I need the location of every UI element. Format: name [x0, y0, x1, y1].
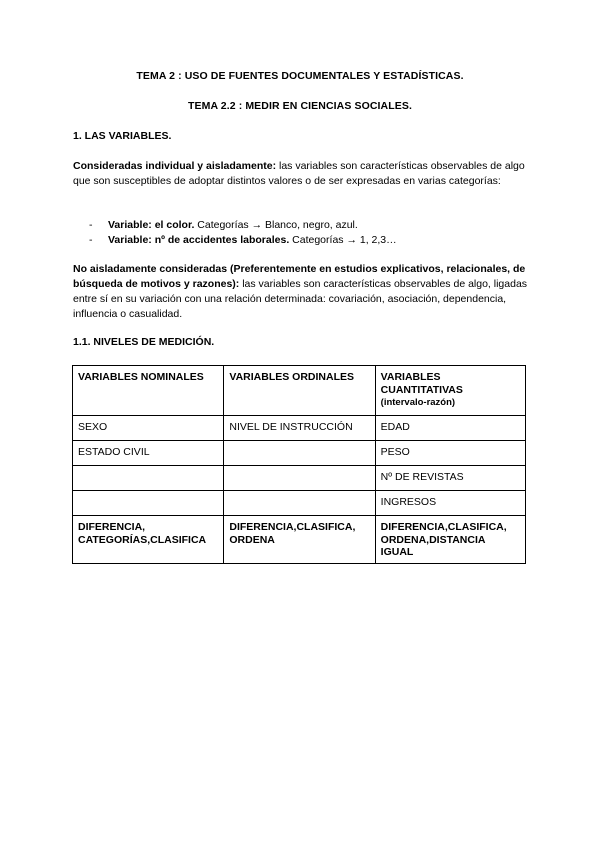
- header-quantitative-label: VARIABLES CUANTITATIVAS: [380, 371, 463, 396]
- table-footer-row: [73, 516, 526, 564]
- bullet-text: Categorías → 1, 2,3…: [289, 234, 397, 246]
- measurement-levels-table: [72, 365, 526, 564]
- footer-nominal: DIFERENCIA, CATEGORÍAS,CLASIFICA: [73, 516, 224, 564]
- bullet-dash: -: [89, 234, 93, 246]
- table-cell: Nº DE REVISTAS: [375, 466, 525, 491]
- footer-ordinal: DIFERENCIA,CLASIFICA, ORDENA: [224, 516, 375, 564]
- document-subtitle: TEMA 2.2 : MEDIR EN CIENCIAS SOCIALES.: [188, 100, 412, 112]
- paragraph-related-variables: [73, 262, 533, 322]
- bullet-dash: -: [89, 219, 93, 231]
- header-nominal: VARIABLES NOMINALES: [73, 366, 224, 416]
- table-cell: [224, 466, 375, 491]
- paragraph-lead-bold: Consideradas individual y aisladamente:: [73, 160, 277, 172]
- table-cell: SEXO: [73, 416, 224, 441]
- section-heading-variables: 1. LAS VARIABLES.: [73, 130, 172, 142]
- header-quantitative-sub: (intervalo-razón): [380, 397, 456, 408]
- bullet-text: Categorías → Blanco, negro, azul.: [194, 219, 358, 231]
- header-quantitative: [375, 366, 525, 416]
- table-row: [73, 441, 526, 466]
- bullet-bold: Variable: el color.: [108, 219, 195, 231]
- table-row: [73, 466, 526, 491]
- table-row: [73, 491, 526, 516]
- bullet-bold: Variable: nº de accidentes laborales.: [108, 234, 290, 246]
- table-row: [73, 416, 526, 441]
- paragraph-individual-variables: [73, 159, 533, 189]
- table-cell: ESTADO CIVIL: [73, 441, 224, 466]
- table-cell: [224, 441, 375, 466]
- footer-quantitative: DIFERENCIA,CLASIFICA, ORDENA,DISTANCIA IGUAL: [375, 516, 525, 564]
- table-cell: PESO: [375, 441, 525, 466]
- table-cell: INGRESOS: [375, 491, 525, 516]
- table-cell: [224, 491, 375, 516]
- table-cell: [73, 466, 224, 491]
- paragraph-body: las variables son características observables de algo que son susceptibles de adoptar distintos valores o de ser expresadas en varias categorías:: [73, 160, 525, 187]
- header-ordinal: VARIABLES ORDINALES: [224, 366, 375, 416]
- paragraph-body: las variables son características observables de algo, ligadas entre sí en su variación con una relación determinada: covariación, asociación, dependencia, influencia o casualidad.: [73, 278, 528, 320]
- document-title: TEMA 2 : USO DE FUENTES DOCUMENTALES Y ESTADÍSTICAS.: [136, 70, 464, 82]
- table-header-row: [73, 366, 526, 416]
- table-cell: NIVEL DE INSTRUCCIÓN: [224, 416, 375, 441]
- paragraph-lead-bold: No aisladamente consideradas (Preferentemente en estudios explicativos, relacionales, de búsqueda de motivos y razones):: [73, 263, 526, 290]
- section-heading-measurement-levels: 1.1. NIVELES DE MEDICIÓN.: [73, 336, 215, 348]
- table-cell: EDAD: [375, 416, 525, 441]
- table-cell: [73, 491, 224, 516]
